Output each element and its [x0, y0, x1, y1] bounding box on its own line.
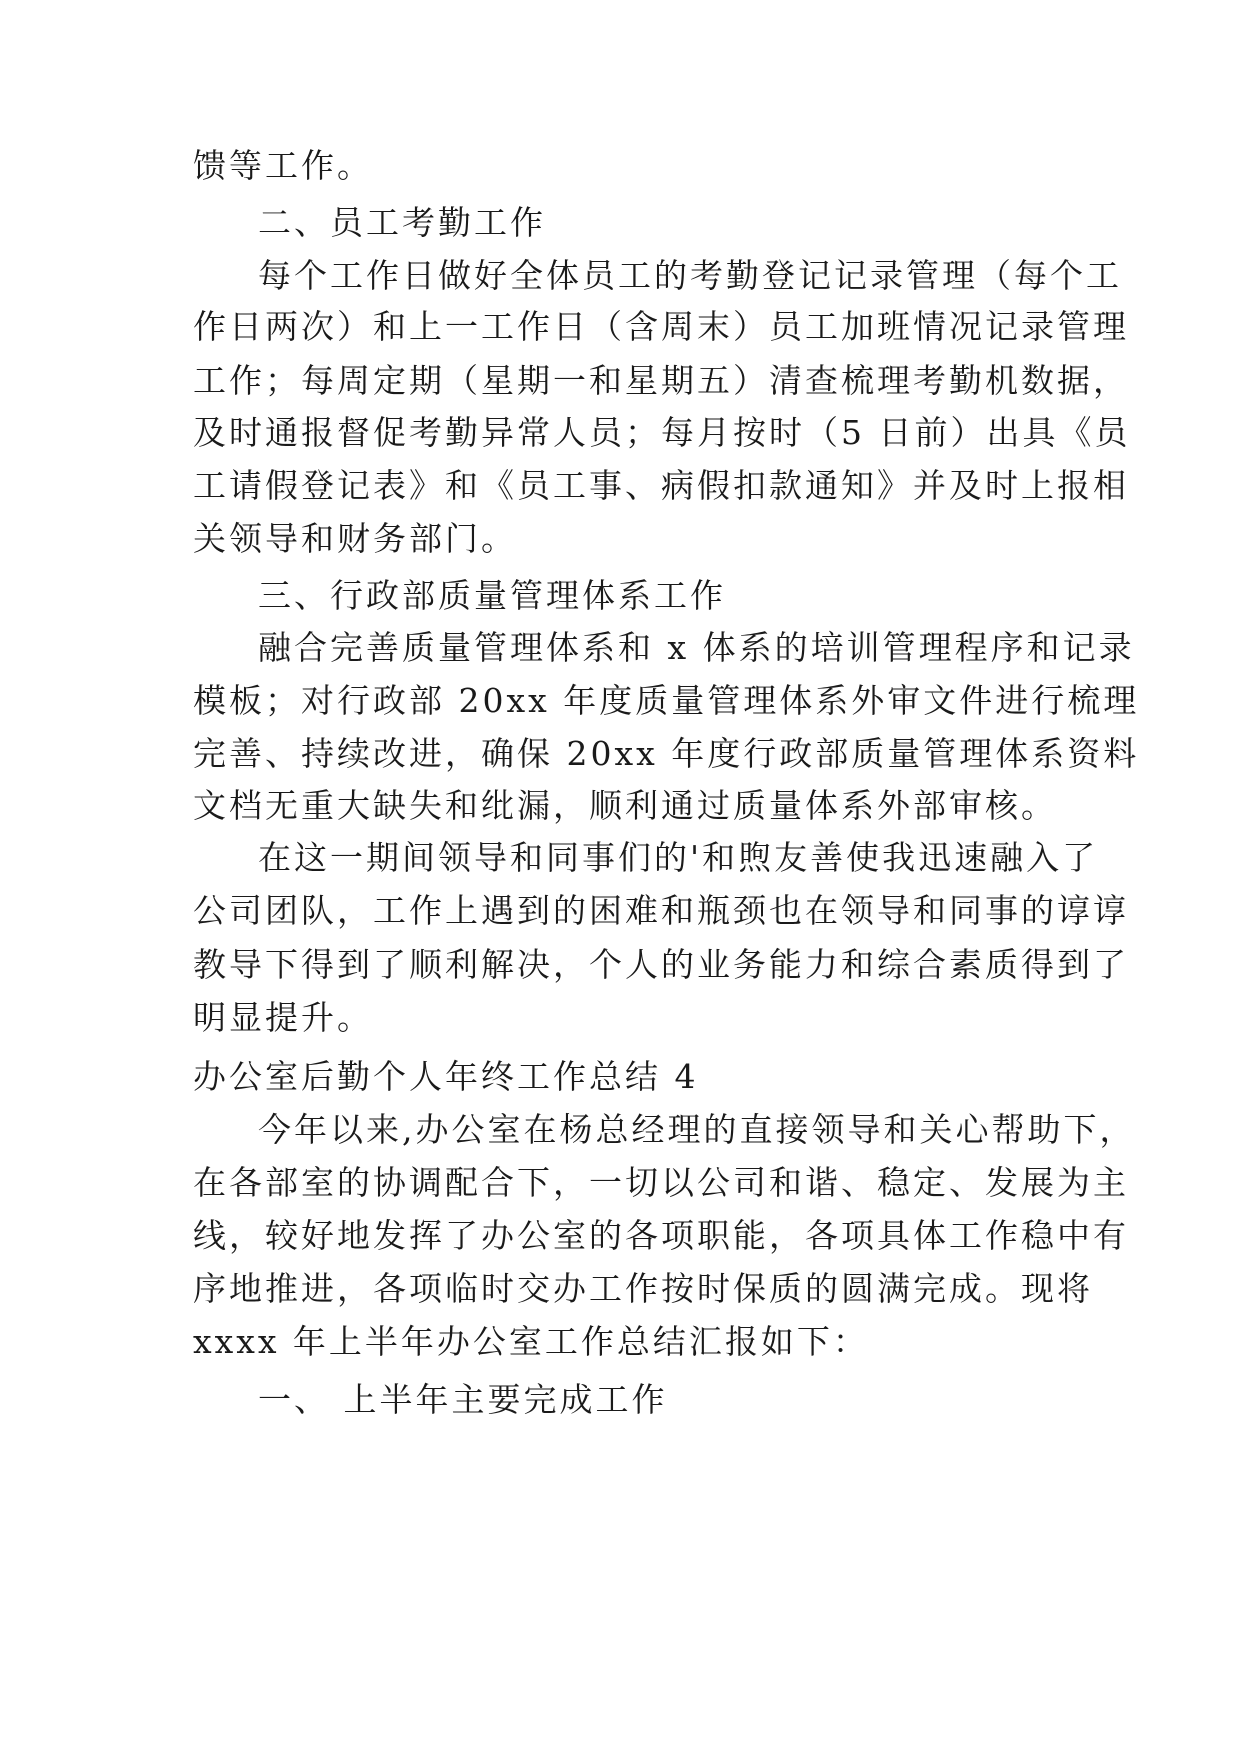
section-heading: 一、 上半年主要完成工作	[258, 1380, 668, 1419]
text-line: 公司团队，工作上遇到的困难和瓶颈也在领导和同事的谆谆	[193, 891, 1129, 930]
text-line: 模板；对行政部 20xx 年度质量管理体系外审文件进行梳理	[193, 681, 1140, 720]
text-line: xxxx 年上半年办公室工作总结汇报如下：	[193, 1322, 869, 1361]
text-line: 每个工作日做好全体员工的考勤登记记录管理（每个工	[258, 256, 1122, 295]
text-line: 工作；每周定期（星期一和星期五）清查梳理考勤机数据，	[193, 361, 1129, 400]
text-line: 明显提升。	[193, 998, 373, 1037]
text-line: 文档无重大缺失和纰漏，顺利通过质量体系外部审核。	[193, 786, 1057, 825]
text-line: 完善、持续改进，确保 20xx 年度行政部质量管理体系资料	[193, 734, 1140, 773]
text-line: 馈等工作。	[193, 146, 373, 185]
document-title: 办公室后勤个人年终工作总结 4	[193, 1057, 699, 1096]
text-line: 关领导和财务部门。	[193, 519, 517, 558]
text-line: 序地推进，各项临时交办工作按时保质的圆满完成。现将	[193, 1269, 1093, 1308]
text-line: 教导下得到了顺利解决，个人的业务能力和综合素质得到了	[193, 945, 1129, 984]
text-line: 作日两次）和上一工作日（含周末）员工加班情况记录管理	[193, 307, 1129, 346]
section-heading: 三、行政部质量管理体系工作	[258, 576, 726, 615]
section-heading: 二、员工考勤工作	[258, 203, 546, 242]
text-line: 线，较好地发挥了办公室的各项职能，各项具体工作稳中有	[193, 1216, 1129, 1255]
text-line: 融合完善质量管理体系和 x 体系的培训管理程序和记录	[258, 628, 1135, 667]
text-line: 在这一期间领导和同事们的'和煦友善使我迅速融入了	[258, 838, 1099, 877]
text-line: 及时通报督促考勤异常人员；每月按时（5 日前）出具《员	[193, 413, 1131, 452]
text-line: 在各部室的协调配合下，一切以公司和谐、稳定、发展为主	[193, 1163, 1129, 1202]
text-line: 工请假登记表》和《员工事、病假扣款通知》并及时上报相	[193, 466, 1129, 505]
text-line: 今年以来,办公室在杨总经理的直接领导和关心帮助下，	[258, 1110, 1136, 1149]
